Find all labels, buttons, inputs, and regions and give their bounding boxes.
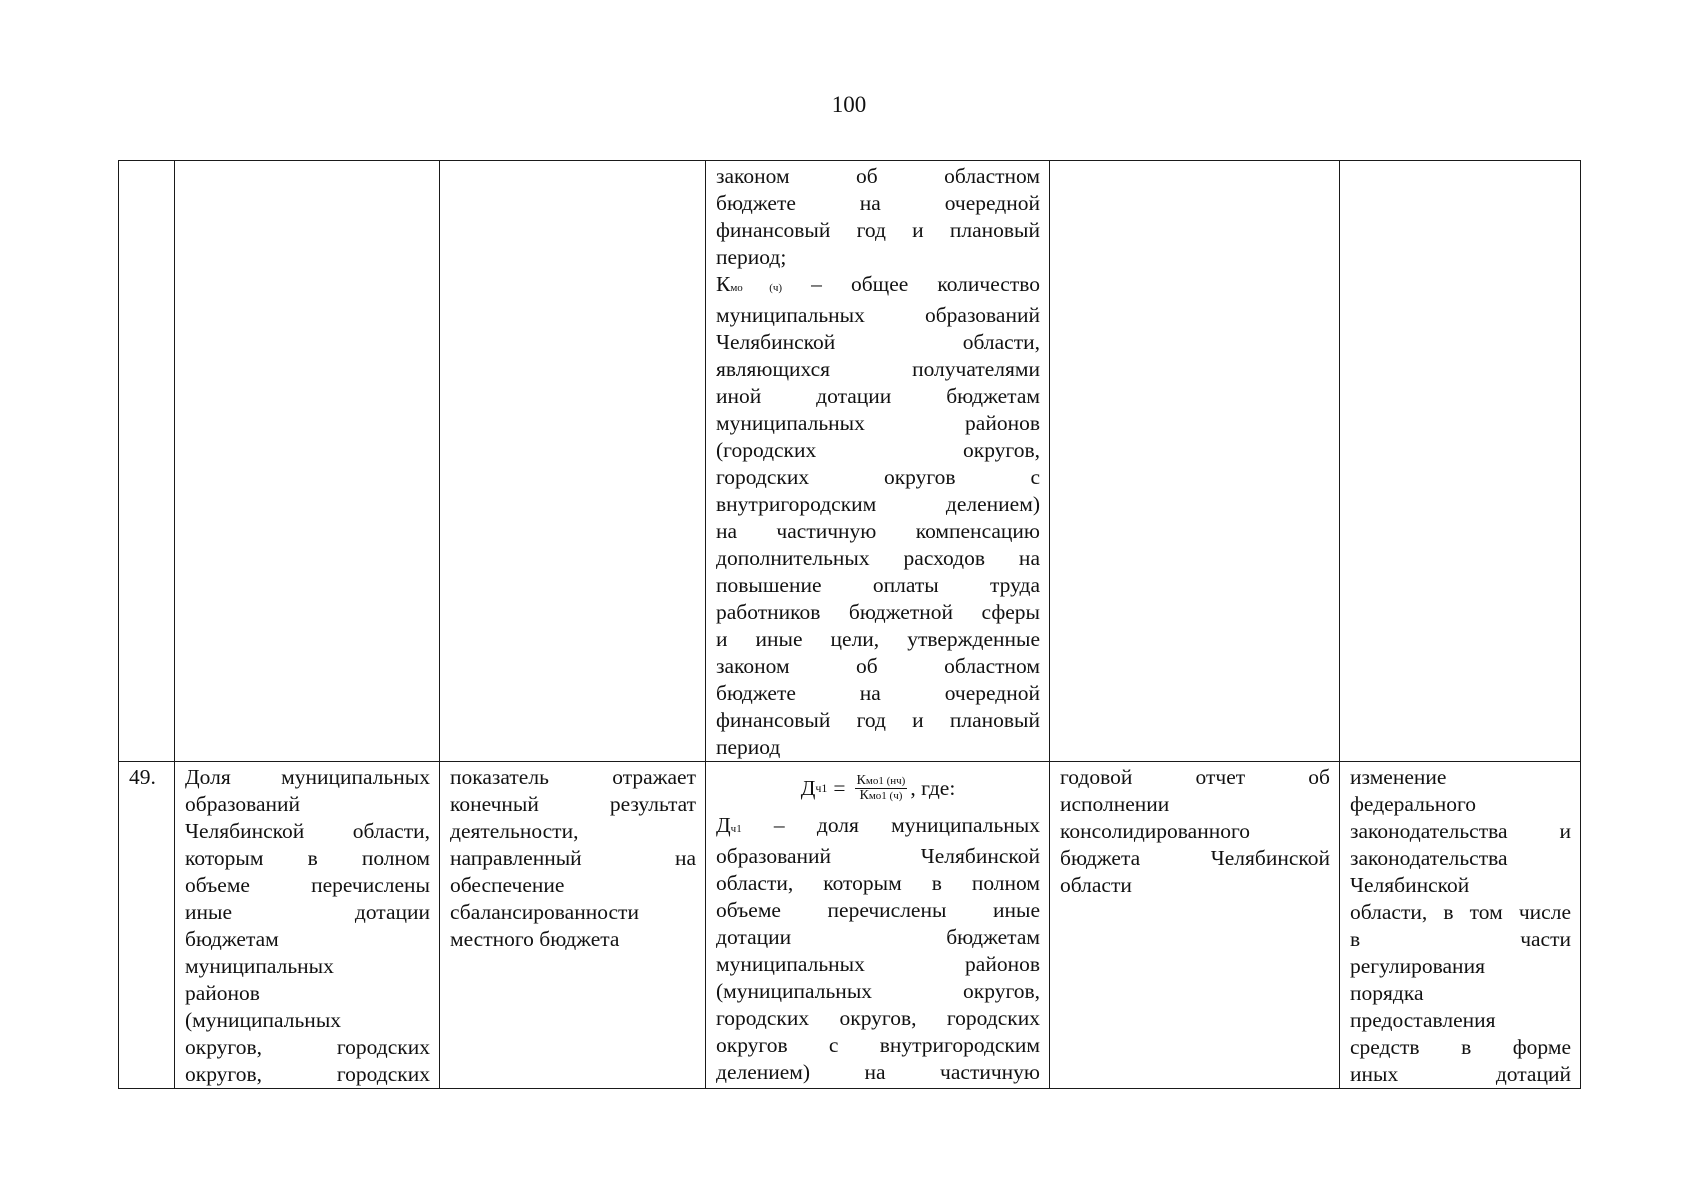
text-line: бюджете на очередной [716,191,1040,215]
text-line: бюджетам [185,927,279,951]
text-line: изменение [1350,765,1447,789]
text-line: дополнительных расходов на [716,546,1040,570]
text-line: городских округов, городских [716,1006,1040,1030]
text-line: области, в том числе [1350,900,1571,924]
cell-description-empty [440,161,706,762]
text-line: Доля муниципальных [185,765,430,789]
text-line: Челябинской [1350,873,1470,897]
text-line: работников бюджетной сферы [716,600,1040,624]
text-line: финансовый год и плановый [716,218,1040,242]
formula [716,764,1040,812]
cell-risk-empty [1340,161,1581,762]
text-line: консолидированного [1060,819,1251,843]
text-line: дотации бюджетам [716,925,1040,949]
text-line: округов, городских [185,1062,430,1086]
cell-description [440,762,706,1089]
text-line: законодательства и [1350,819,1571,843]
text-line: городских округов с [716,465,1040,489]
text-line: период; [716,245,787,269]
cell-indicator [175,762,440,1089]
text-line: деятельности, [450,819,579,843]
text-line: округов, городских [185,1035,430,1059]
text-line: муниципальных районов [716,411,1040,435]
text-line: (городских округов, [716,438,1040,462]
text-line: объеме перечислены иные [716,898,1040,922]
text-line: образований [185,792,301,816]
text-line: законодательства [1350,846,1508,870]
text-line: и иные цели, утвержденные [716,627,1040,651]
cell-source [1050,762,1340,1089]
page-number: 100 [831,92,867,117]
symbol-subscript: мо (ч) [730,282,783,294]
cell-method-continuation [706,161,1050,762]
formula-numerator: Кмо1 (нч) [856,772,906,788]
text-line: муниципальных [185,954,334,978]
text-line: местного бюджета [450,927,620,951]
text-line: средств в форме [1350,1035,1571,1059]
text-line: сбалансированности [450,900,639,924]
formula-equals: = [833,775,846,800]
table-row-49 [119,762,1581,1089]
text-line: делением) на частичную [716,1060,1040,1084]
definition-line [716,812,1040,843]
cell-method [706,762,1050,1089]
symbol-k: К [716,272,731,296]
formula-suffix: , где: [910,775,956,800]
text-line: которым в полном [185,846,430,870]
text-line: являющихся получателями [716,357,1040,381]
symbol-d: Д [716,813,731,837]
text-line: федерального [1350,792,1476,816]
text-line: иные дотации [185,900,430,924]
text-line: показатель отражает [450,765,696,789]
text-line: районов [185,981,260,1005]
cell-number: 49. [119,762,175,1089]
text-line: регулирования [1350,954,1485,978]
text-fragment: – доля муниципальных [741,813,1040,837]
text-line: области [1060,873,1132,897]
text-line: области, которым в полном [716,871,1040,895]
text-line: Челябинской области, [716,330,1040,354]
text-line: законом об областном [716,654,1040,678]
text-line: иных дотаций [1350,1062,1571,1086]
formula-denominator: Кмо1 (ч) [859,787,903,803]
text-line: обеспечение [450,873,565,897]
text-line: период [716,735,781,759]
text-line: (муниципальных округов, [716,979,1040,1003]
text-line: предоставления [1350,1008,1496,1032]
text-line: законом об областном [716,164,1040,188]
text-line: исполнении [1060,792,1170,816]
text-line: конечный результат [450,792,696,816]
definition-line [716,271,1040,302]
table-row-continuation [119,161,1581,762]
text-line: бюджете на очередной [716,681,1040,705]
indicators-table [118,160,1581,1089]
text-line: на частичную компенсацию [716,519,1040,543]
cell-risk [1340,762,1581,1089]
text-line: образований Челябинской [716,844,1040,868]
formula-lhs: Д [800,775,816,800]
text-line: муниципальных районов [716,952,1040,976]
cell-number-empty [119,161,175,762]
formula-fraction [855,774,908,803]
text-line: финансовый год и плановый [716,708,1040,732]
text-line: бюджета Челябинской [1060,846,1330,870]
text-line: округов с внутригородским [716,1033,1040,1057]
text-line: (муниципальных [185,1008,342,1032]
text-line: в части [1350,927,1571,951]
text-line: муниципальных образований [716,303,1040,327]
cell-source-empty [1050,161,1340,762]
text-line: направленный на [450,846,696,870]
text-line: Челябинской области, [185,819,430,843]
text-fragment: – общее количество [782,272,1040,296]
symbol-subscript: ч1 [730,823,742,835]
cell-indicator-empty [175,161,440,762]
text-line: внутригородским делением) [716,492,1040,516]
text-line: повышение оплаты труда [716,573,1040,597]
text-line: годовой отчет об [1060,765,1330,789]
formula-lhs-subscript: ч1 [815,780,828,795]
text-line: порядка [1350,981,1424,1005]
text-line: иной дотации бюджетам [716,384,1040,408]
text-line: объеме перечислены [185,873,430,897]
